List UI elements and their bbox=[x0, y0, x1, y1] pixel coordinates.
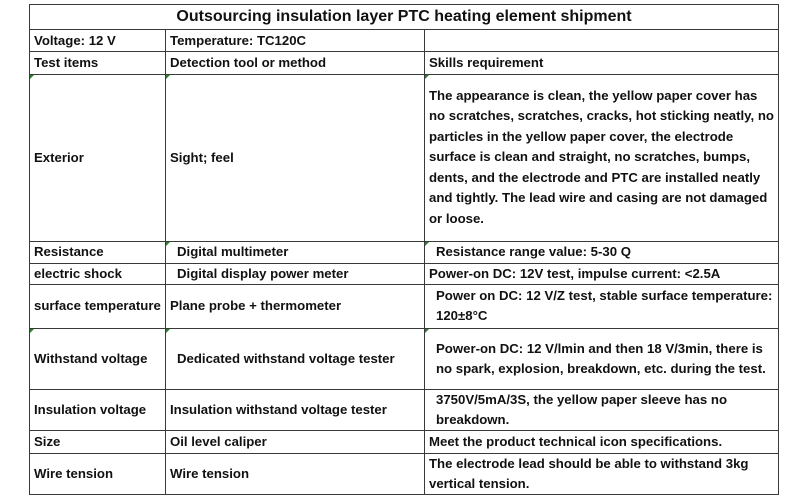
title-row bbox=[30, 5, 779, 30]
header-skills-requirement: Skills requirement bbox=[425, 52, 779, 74]
table-row bbox=[30, 241, 779, 263]
table-row bbox=[30, 285, 779, 328]
requirement-cell: Meet the product technical icon specifications. bbox=[425, 431, 779, 453]
table-title: Outsourcing insulation layer PTC heating element shipment bbox=[30, 5, 779, 30]
test-item-cell: Wire tension bbox=[30, 453, 166, 494]
tool-cell: Dedicated withstand voltage tester bbox=[166, 328, 425, 390]
table-row bbox=[30, 328, 779, 390]
spec-row bbox=[30, 30, 779, 52]
tool-cell: Digital display power meter bbox=[166, 264, 425, 285]
table-row bbox=[30, 74, 779, 241]
header-test-items: Test items bbox=[30, 52, 166, 74]
requirement-cell: Power-on DC: 12 V/lmin and then 18 V/3min, there is no spark, explosion, breakdown, etc. during the test. bbox=[425, 328, 779, 390]
inspection-table bbox=[29, 4, 779, 495]
tool-cell: Sight; feel bbox=[166, 74, 425, 241]
requirement-cell: The electrode lead should be able to withstand 3kg vertical tension. bbox=[425, 453, 779, 494]
tool-cell: Wire tension bbox=[166, 453, 425, 494]
requirement-cell: Resistance range value: 5-30 Q bbox=[425, 241, 779, 263]
table-row bbox=[30, 431, 779, 453]
temperature-cell: Temperature: TC120C bbox=[166, 30, 425, 52]
test-item-cell: Exterior bbox=[30, 74, 166, 241]
test-item-cell: Insulation voltage bbox=[30, 390, 166, 431]
test-item-cell: Size bbox=[30, 431, 166, 453]
requirement-cell: Power-on DC: 12V test, impulse current: <2.5A bbox=[425, 264, 779, 285]
empty-cell bbox=[425, 30, 779, 52]
tool-cell: Insulation withstand voltage tester bbox=[166, 390, 425, 431]
test-item-cell: surface temperature bbox=[30, 285, 166, 328]
table-row bbox=[30, 390, 779, 431]
test-item-cell: Withstand voltage bbox=[30, 328, 166, 390]
tool-cell: Oil level caliper bbox=[166, 431, 425, 453]
requirement-cell: 3750V/5mA/3S, the yellow paper sleeve has no breakdown. bbox=[425, 390, 779, 431]
test-item-cell: Resistance bbox=[30, 241, 166, 263]
header-detection-tool: Detection tool or method bbox=[166, 52, 425, 74]
table-row bbox=[30, 453, 779, 494]
table-row bbox=[30, 264, 779, 285]
header-row bbox=[30, 52, 779, 74]
voltage-cell: Voltage: 12 V bbox=[30, 30, 166, 52]
tool-cell: Digital multimeter bbox=[166, 241, 425, 263]
tool-cell: Plane probe + thermometer bbox=[166, 285, 425, 328]
requirement-cell: The appearance is clean, the yellow paper cover has no scratches, scratches, cracks, hot sticking neatly, no particles in the yellow paper cover, the electrode surface is clean and straight, no scratches, bumps, dents, and the electrode and PTC are installed neatly and tightly. The lead wire and casing are not damaged or loose. bbox=[425, 74, 779, 241]
requirement-cell: Power on DC: 12 V/Z test, stable surface temperature: 120±8°C bbox=[425, 285, 779, 328]
test-item-cell: electric shock bbox=[30, 264, 166, 285]
